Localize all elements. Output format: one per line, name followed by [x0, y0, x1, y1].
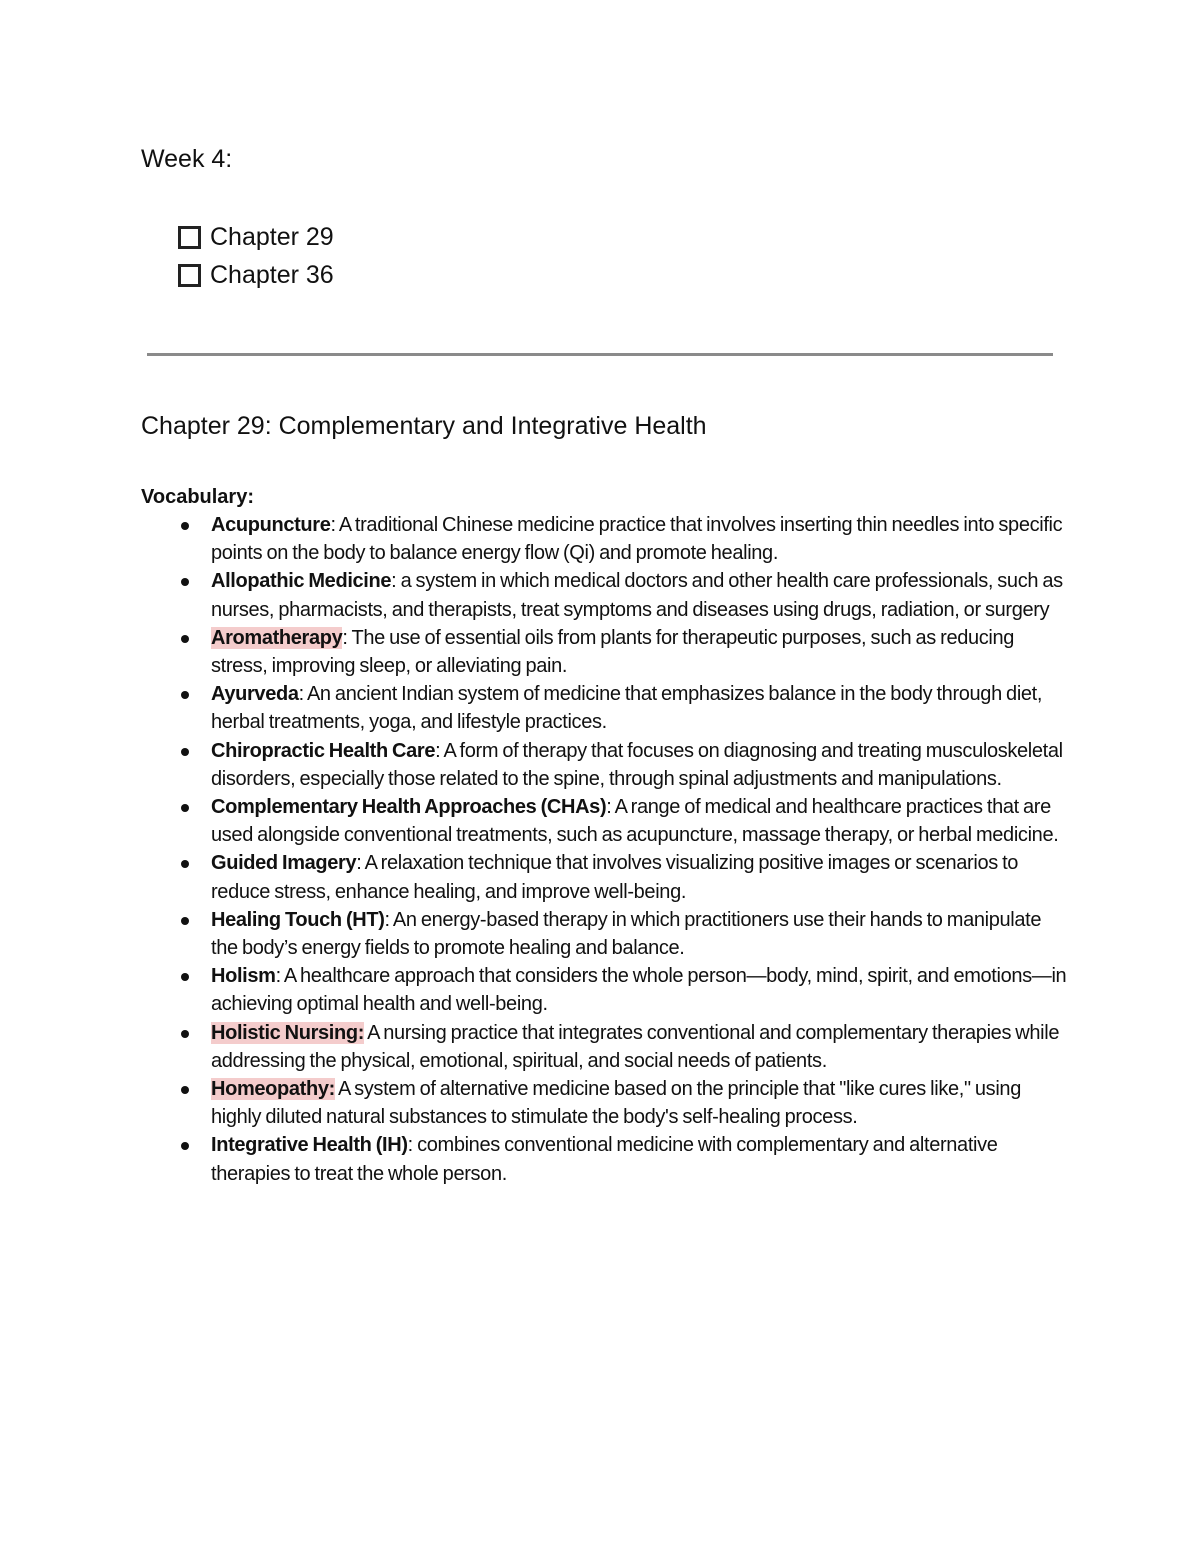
- bullet-icon: [181, 1142, 189, 1150]
- vocab-separator: :: [298, 683, 304, 706]
- bullet-icon: [181, 804, 189, 812]
- vocab-definition: A traditional Chinese medicine practice that involves inserting thin needles into specific points on the body to balance energy flow (Qi) and promote healing.: [211, 514, 1063, 565]
- vocab-term: Holistic Nursing:: [211, 1021, 365, 1044]
- bullet-icon: [181, 748, 189, 756]
- vocab-definition: A relaxation technique that involves visualizing positive images or scenarios to reduce stress, enhance healing, and improve well-being.: [211, 852, 1019, 903]
- vocab-term: Ayurveda: [211, 683, 299, 706]
- checklist-item-label: Chapter 29: [210, 222, 334, 251]
- vocab-separator: :: [356, 852, 362, 875]
- vocab-term: Guided Imagery: [211, 852, 357, 875]
- horizontal-divider: [147, 353, 1053, 356]
- bullet-icon: [181, 860, 189, 868]
- bullet-icon: [181, 917, 189, 925]
- vocab-separator: :: [407, 1134, 413, 1157]
- vocab-item: [211, 737, 1071, 793]
- vocab-term: Healing Touch (HT): [211, 908, 385, 931]
- checklist-item[interactable]: [178, 218, 334, 256]
- vocab-definition: a system in which medical doctors and other health care professionals, such as nurses, pharmacists, and therapists, treat symptoms and diseases using drugs, radiation, or surgery: [211, 570, 1063, 621]
- vocab-term: Holism: [211, 965, 276, 988]
- vocab-term: Integrative Health (IH): [211, 1134, 408, 1157]
- checkbox-icon[interactable]: [178, 264, 201, 287]
- vocab-item: [211, 849, 1071, 905]
- week-title: Week 4:: [141, 145, 233, 173]
- vocab-definition: An energy-based therapy in which practitioners use their hands to manipulate the body’s energy fields to promote healing and balance.: [211, 908, 1042, 960]
- vocab-item: [211, 906, 1071, 962]
- vocab-definition: A healthcare approach that considers the whole person—body, mind, spirit, and emotions—in achieving optimal health and well-being.: [211, 965, 1067, 1016]
- checkbox-icon[interactable]: [178, 226, 201, 249]
- vocab-term: Chiropractic Health Care: [211, 739, 436, 762]
- vocab-separator: :: [384, 908, 390, 931]
- vocab-item: [211, 793, 1071, 849]
- bullet-icon: [181, 578, 189, 586]
- vocab-definition: An ancient Indian system of medicine that emphasizes balance in the body through diet, herbal treatments, yoga, and lifestyle practices.: [211, 683, 1043, 734]
- vocab-term: Allopathic Medicine: [211, 570, 392, 593]
- vocab-term: Aromatherapy: [211, 626, 343, 649]
- bullet-icon: [181, 1086, 189, 1094]
- checklist-item[interactable]: [178, 256, 334, 294]
- checklist-item-label: Chapter 36: [210, 260, 334, 289]
- vocab-item: [211, 680, 1071, 736]
- vocab-item: [211, 511, 1071, 567]
- vocab-term: Complementary Health Approaches (CHAs): [211, 796, 607, 819]
- vocab-definition: A nursing practice that integrates conventional and complementary therapies while addressing the physical, emotional, spiritual, and social needs of patients.: [211, 1021, 1060, 1072]
- vocabulary-list: [211, 511, 1071, 1188]
- vocab-item: [211, 1131, 1071, 1187]
- vocab-term: Acupuncture: [211, 514, 331, 536]
- vocab-separator: :: [275, 965, 281, 988]
- vocab-definition: A form of therapy that focuses on diagnosing and treating musculoskeletal disorders, especially those related to the spine, through spinal adjustments and manipulations.: [211, 739, 1063, 790]
- vocab-item: [211, 1019, 1071, 1075]
- bullet-icon: [181, 973, 189, 981]
- bullet-icon: [181, 1030, 189, 1038]
- vocab-separator: :: [391, 570, 397, 593]
- vocab-item: [211, 962, 1071, 1018]
- vocabulary-label: Vocabulary:: [141, 486, 254, 508]
- vocab-definition: The use of essential oils from plants for therapeutic purposes, such as reducing stress, improving sleep, or alleviating pain.: [211, 626, 1015, 678]
- vocab-item: [211, 624, 1071, 680]
- vocab-definition: combines conventional medicine with complementary and alternative therapies to treat the whole person.: [211, 1134, 998, 1185]
- vocab-term: Homeopathy:: [211, 1078, 335, 1101]
- vocab-definition: A range of medical and healthcare practices that are used alongside conventional treatments, such as acupuncture, massage therapy, or herbal medicine.: [211, 796, 1059, 847]
- vocab-item: [211, 567, 1071, 623]
- vocab-separator: :: [342, 626, 348, 649]
- vocab-separator: :: [330, 514, 336, 536]
- chapter-title: Chapter 29: Complementary and Integrative Health: [141, 412, 707, 440]
- vocab-separator: :: [606, 796, 612, 819]
- vocab-definition: A system of alternative medicine based on the principle that "like cures like," using highly diluted natural substances to stimulate the body's self-healing process.: [211, 1078, 1021, 1129]
- chapter-checklist: [178, 218, 334, 294]
- bullet-icon: [181, 691, 189, 699]
- vocab-item: [211, 1075, 1071, 1131]
- bullet-icon: [181, 635, 189, 643]
- vocab-separator: :: [435, 739, 441, 762]
- bullet-icon: [181, 522, 189, 530]
